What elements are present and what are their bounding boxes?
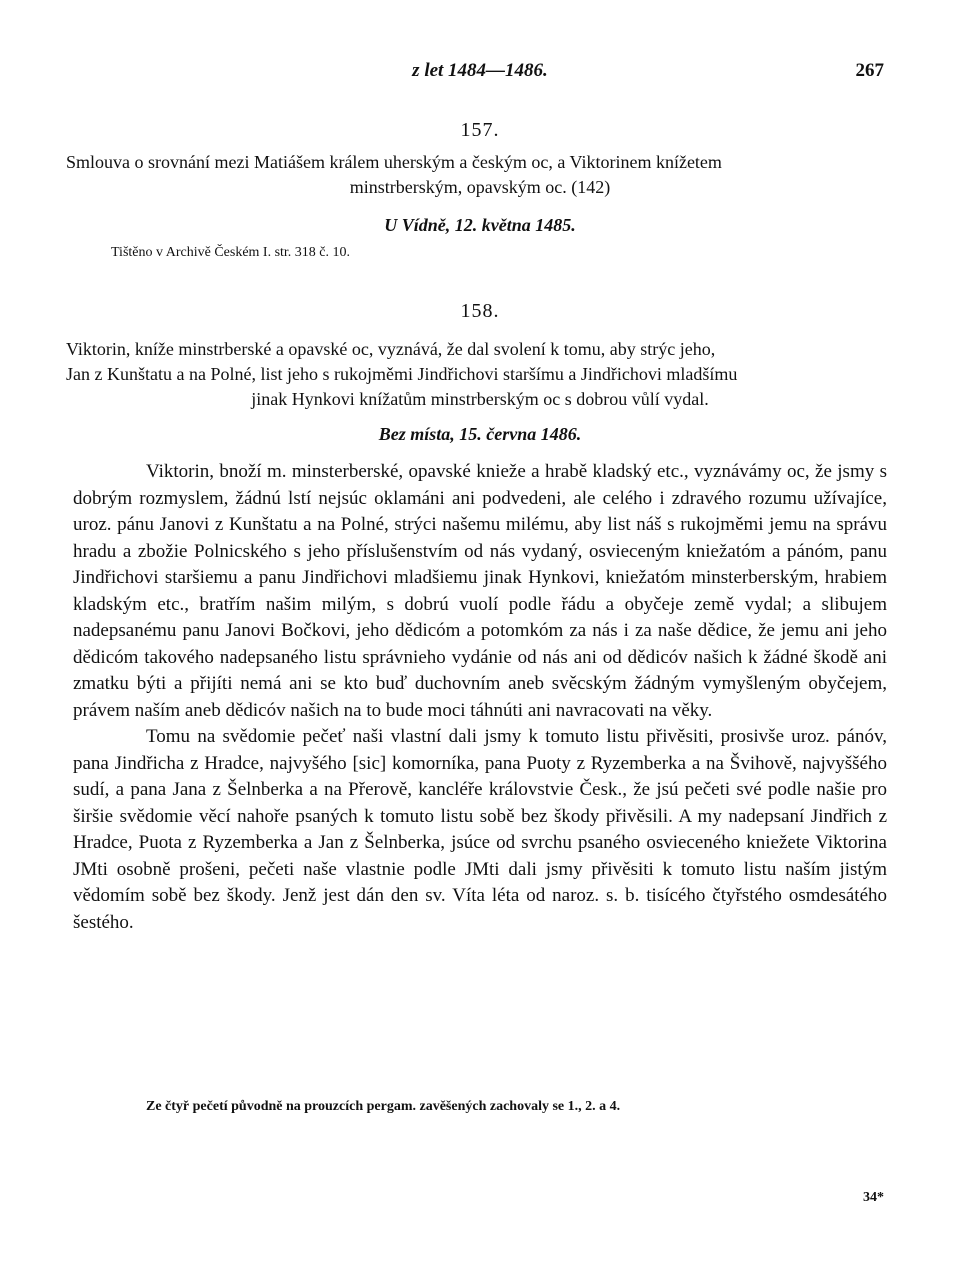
regest-157-line-2: minstrberským, opavským oc. (142) <box>349 177 611 197</box>
print-note-157: Tištěno v Archivě Českém I. str. 318 č. 10. <box>111 245 351 260</box>
dateline-157: U Vídně, 12. května 1485. <box>384 215 576 235</box>
regest-157 <box>66 150 894 200</box>
running-title: z let 1484—1486. <box>412 60 548 81</box>
document-number-157: 157. <box>460 119 500 141</box>
page-number: 267 <box>855 60 884 81</box>
document-number-158: 158. <box>460 300 500 322</box>
charter-paragraph-1: Viktorin, bnoží m. minsterberské, opavské knieže a hrabě kladský etc., vyznávámy oc, že jsmy s dobrým rozmyslem, žádnú lstí nejsúc oklamáni ani podvedeni, ale celého i zdravého rozumu užívajíce, uroz. pánu Janovi z Kunštatu a na Polné, strýci našemu milému, aby list náš s rukojměmi jemu na správu hradu a zbožie Polnicského s jeho příslušenstvím od nás vydaný, osvieceným kniežatóm a pánóm, panu Jindřichovi staršiemu a panu Jindřichovi mladšiemu jinak Hynkovi, kniežatóm minsterberským, hrabiem kladským etc., bratřím našim milým, s dobrú vuolí podle řádu a obyčeje země vydal; a slibujem nadepsanému panu Janovi Bočkovi, jeho dědicóm a potomkóm za nás i za naše dědice, že jemu ani jeho dědicóm takového nadepsaného listu správnieho vydánie od nás ani od dědicóv našich k žádné škodě ani zmatku býti a přijíti nemá ani se kto buď duchovním aneb svěcským žádným vymyšleným obyčejem, právem naším aneb dědicóv našich na to bude moci táhnúti ani navracovati na věky. <box>73 461 887 721</box>
sheet-signature: 34* <box>863 1190 884 1205</box>
charter-paragraph-2: Tomu na svědomie pečeť naši vlastní dali jsmy k tomuto listu přivěsiti, prosivše uroz. pánóv, pana Jindřicha z Hradce, najvyšého [sic] komorníka, pana Puoty z Ryzemberka a na Švihově, najvyššého sudí, a pana Jana z Šelnberka a na Přerově, kancléře královstvie Česk., že jsú pečeti své podle našie pro širšie svědomie věcí nahoře psaných k tomuto listu sobě bez škody přivěsili. A my nadepsaní Jindřich z Hradce, Puota z Ryzemberka a Jan z Šelnberka, jsúce od svrchu psaného osvieceného kniežete Viktorina JMti osobně prošeni, pečeti naše vlastnie podle JMti dali jsmy přivěsiti k tomuto listu naším jistým vědomím sobě bez škody. Jenž jest dán den sv. Víta léta od naroz. s. b. tisícého čtyřstého osmdesátého šestého. <box>73 726 887 933</box>
regest-157-line-1: Smlouva o srovnání mezi Matiášem králem uherským a českým oc, a Viktorinem knížetem <box>66 152 722 172</box>
regest-158-line-2: Jan z Kunštatu a na Polné, list jeho s rukojměmi Jindřichovi staršímu a Jindřichovi mladšímu <box>66 364 738 384</box>
running-head <box>70 60 890 90</box>
regest-158 <box>66 337 894 412</box>
seal-note: Ze čtyř pečetí původně na prouzcích pergam. zavěšených zachovaly se 1., 2. a 4. <box>146 1099 621 1114</box>
regest-158-line-1: Viktorin, kníže minstrberské a opavské oc, vyznává, že dal svolení k tomu, aby strýc jeho, <box>66 339 716 359</box>
dateline-158: Bez místa, 15. června 1486. <box>378 424 582 444</box>
charter-text <box>73 459 887 936</box>
regest-158-line-3: jinak Hynkovi knížatům minstrberským oc s dobrou vůlí vydal. <box>251 389 709 409</box>
